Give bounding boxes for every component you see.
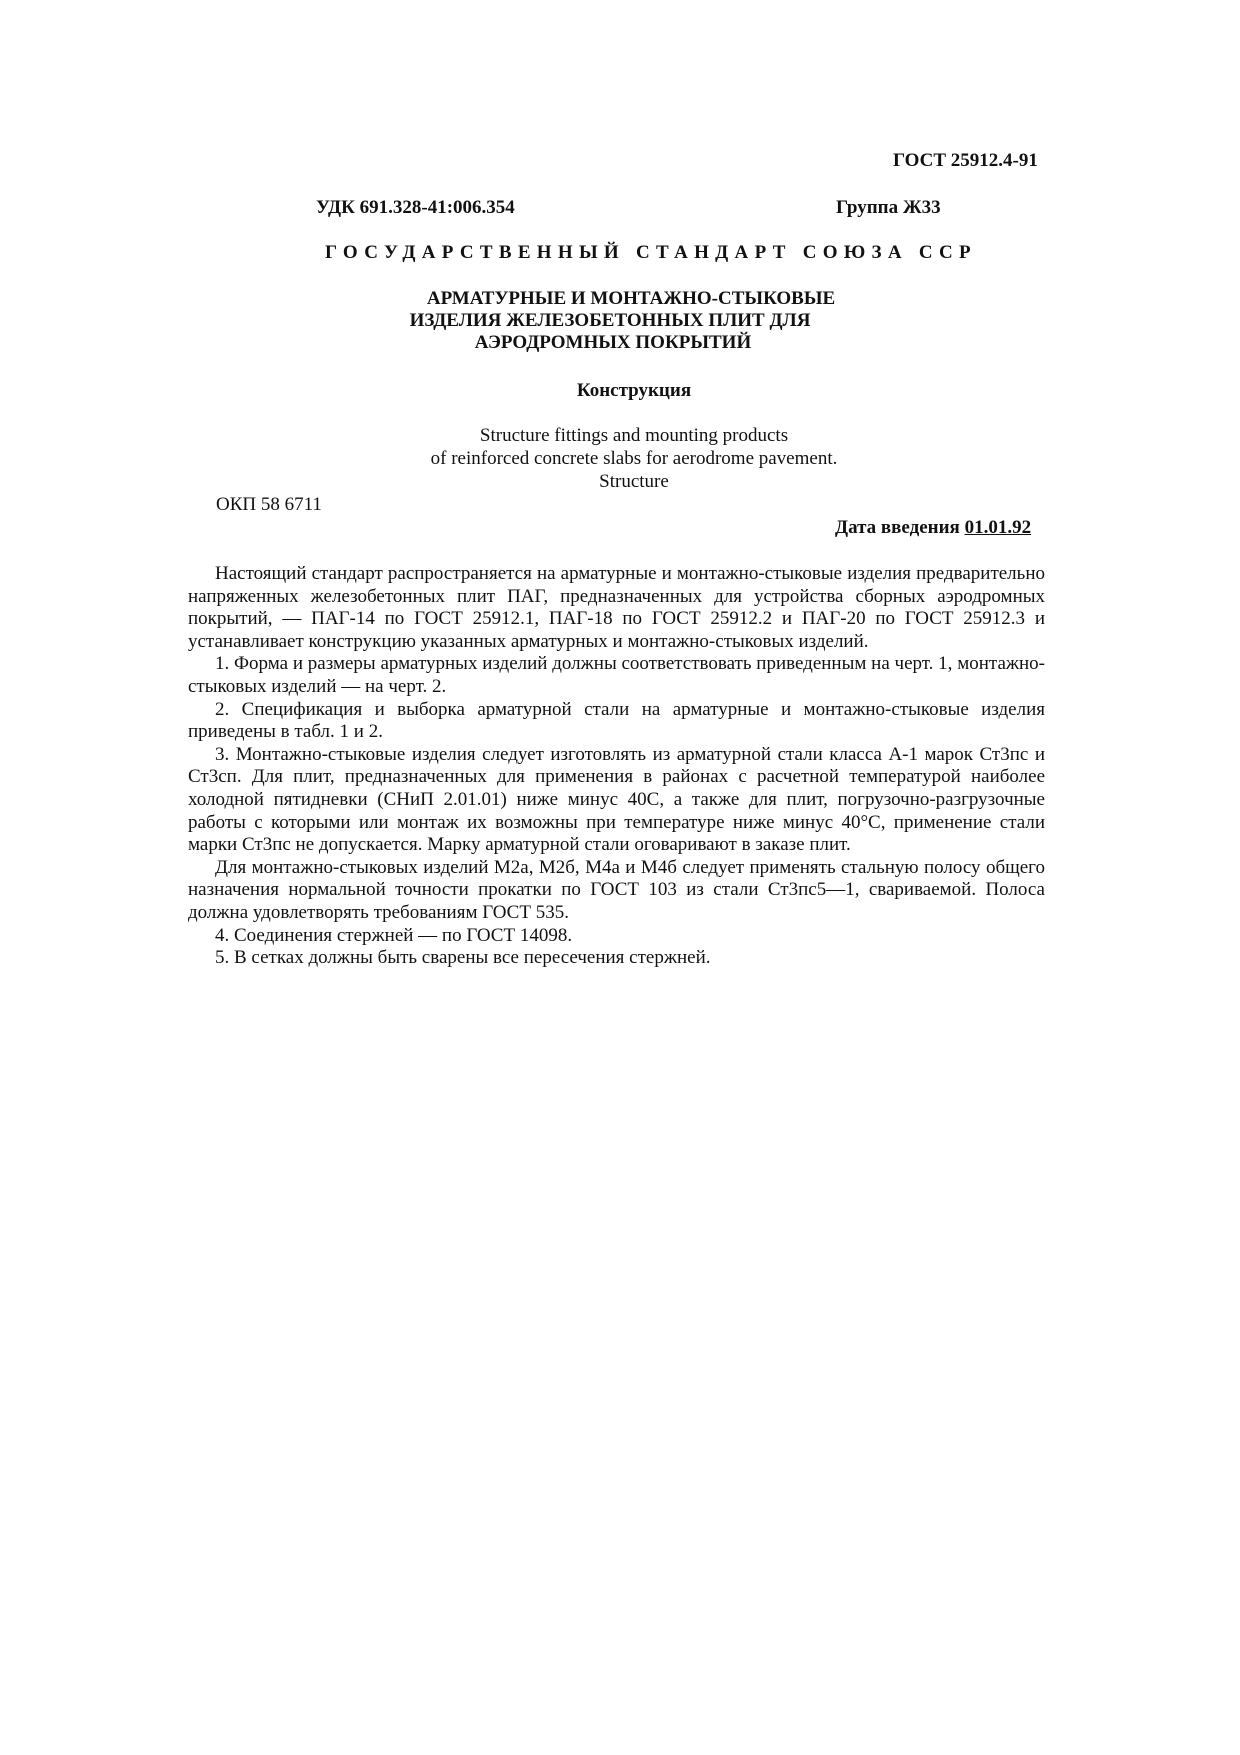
intro-date bbox=[835, 517, 1031, 539]
state-standard-heading: ГОСУДАРСТВЕННЫЙ СТАНДАРТ СОЮЗА ССР bbox=[325, 242, 977, 263]
title-line-3: АЭРОДРОМНЫХ ПОКРЫТИЙ bbox=[474, 332, 752, 353]
subtitle: Конструкция bbox=[576, 380, 692, 401]
udc-code: УДК 691.328-41:006.354 bbox=[316, 197, 515, 218]
paragraph-3-strip: Для монтажно-стыковых изделий М2а, М2б, М4а и М4б следует применять стальную полосу общего назначения нормальной точности прокатки по ГОСТ 103 из стали Ст3пс5—1, свариваемой. Полоса должна удовлетворять требованиям ГОСТ 535. bbox=[188, 856, 1045, 923]
okp-code: ОКП 58 6711 bbox=[216, 494, 322, 515]
paragraph-3: 3. Монтажно-стыковые изделия следует изготовлять из арматурной стали класса А-1 марок Ст3пс и Ст3сп. Для плит, предназначенных для применения в районах с расчетной температурой наиболее холодной пятидневки (СНиП 2.01.01) ниже минус 40С, а также для плит, погрузочно-разгрузочные работы с которыми или монтаж их возможны при температуре ниже минус 40°С, применение стали марки Ст3пс не допускается. Марку арматурной стали оговаривают в заказе плит. bbox=[188, 743, 1045, 856]
paragraph-1: 1. Форма и размеры арматурных изделий должны соответствовать приведенным на черт. 1, монтажно-стыковых изделий — на черт. 2. bbox=[188, 653, 1045, 697]
english-title-line-3: Structure bbox=[599, 471, 669, 492]
english-title-line-2: of reinforced concrete slabs for aerodrome pavement. bbox=[430, 448, 838, 469]
title-line-2: ИЗДЕЛИЯ ЖЕЛЕЗОБЕТОННЫХ ПЛИТ ДЛЯ bbox=[409, 310, 811, 331]
group-code: Группа Ж33 bbox=[836, 197, 941, 218]
body-text bbox=[188, 563, 1045, 970]
intro-date-value: 01.01.92 bbox=[964, 517, 1032, 538]
standard-number: ГОСТ 25912.4-91 bbox=[893, 150, 1038, 171]
paragraph-5: 5. В сетках должны быть сварены все пересечения стержней. bbox=[215, 947, 711, 969]
paragraph-2: 2. Спецификация и выборка арматурной стали на арматурные и монтажно-стыковые изделия приведены в табл. 1 и 2. bbox=[188, 698, 1045, 743]
paragraph-intro: Настоящий стандарт распространяется на арматурные и монтажно-стыковые изделия предварительно напряженных железобетонных плит ПАГ, предназначенных для устройства сборных аэродромных покрытий, — ПАГ-14 по ГОСТ 25912.1, ПАГ-18 по ГОСТ 25912.2 и ПАГ-20 по ГОСТ 25912.3 и устанавливает конструкцию указанных арматурных и монтажно-стыковых изделий. bbox=[188, 563, 1045, 652]
paragraph-4: 4. Соединения стержней — по ГОСТ 14098. bbox=[215, 924, 573, 946]
intro-date-label: Дата введения bbox=[835, 517, 960, 538]
english-title-line-1: Structure fittings and mounting products bbox=[479, 425, 789, 446]
title-line-1: АРМАТУРНЫЕ И МОНТАЖНО-СТЫКОВЫЕ bbox=[426, 288, 836, 309]
